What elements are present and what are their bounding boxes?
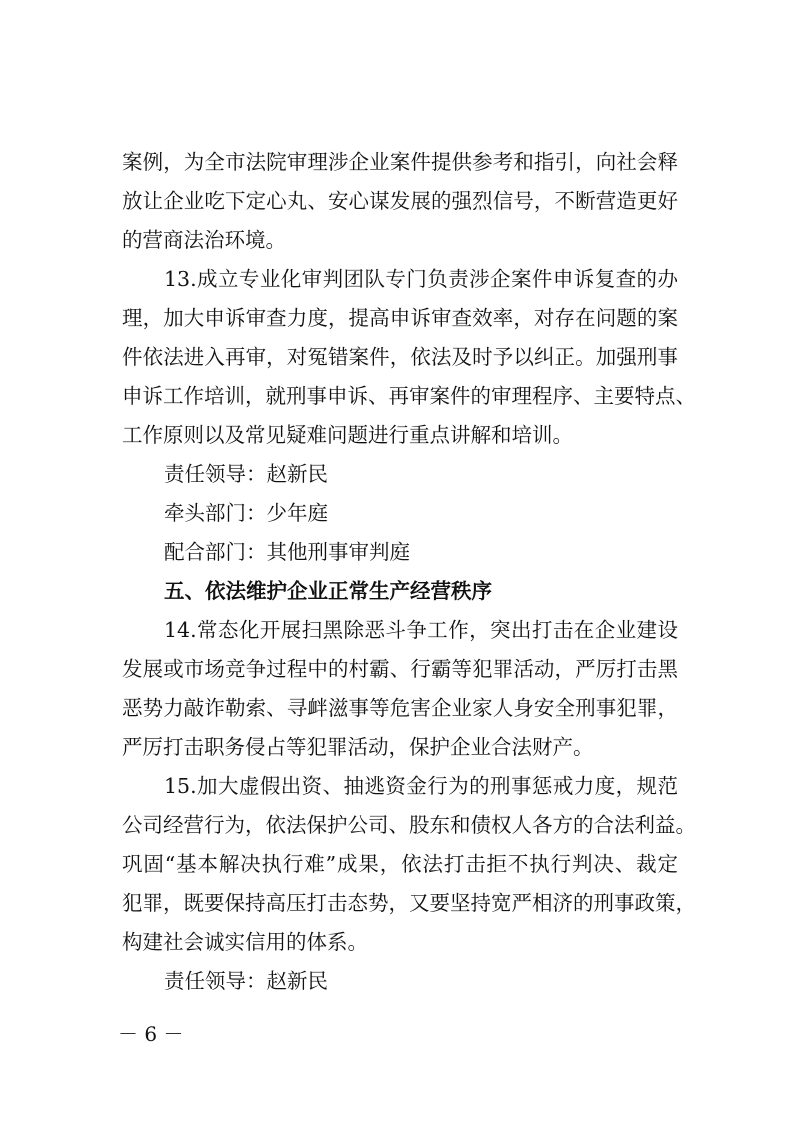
text-line: 案例，为全市法院审理涉企业案件提供参考和指引，向社会释 — [122, 150, 678, 174]
text-line: 发展或市场竞争过程中的村霸、行霸等犯罪活动，严厉打击黑 — [122, 657, 678, 681]
text-line: 13.成立专业化审判团队专门负责涉企案件申诉复查的办 — [164, 267, 678, 291]
responsible-leader: 责任领导：赵新民 — [164, 462, 328, 486]
text-line: 放让企业吃下定心丸、安心谋发展的强烈信号，不断营造更好 — [122, 189, 678, 213]
supporting-department: 配合部门：其他刑事审判庭 — [164, 540, 410, 564]
text-line: 严厉打击职务侵占等犯罪活动，保护企业合法财产。 — [122, 735, 594, 759]
text-line: 公司经营行为，依法保护公司、股东和债权人各方的合法利益。 — [122, 813, 696, 837]
page-number: － 6 － — [118, 1022, 184, 1046]
section-heading: 五、依法维护企业正常生产经营秩序 — [164, 579, 492, 603]
text-line: 巩固“基本解决执行难”成果，依法打击拒不执行判决、裁定 — [122, 852, 678, 876]
responsible-leader: 责任领导：赵新民 — [164, 969, 328, 993]
text-line: 14.常态化开展扫黑除恶斗争工作，突出打击在企业建设 — [164, 618, 678, 642]
text-line: 犯罪，既要保持高压打击态势，又要坚持宽严相济的刑事政策， — [122, 891, 696, 915]
text-line: 15.加大虚假出资、抽逃资金行为的刑事惩戒力度，规范 — [164, 774, 678, 798]
text-line: 件依法进入再审，对冤错案件，依法及时予以纠正。加强刑事 — [122, 345, 678, 369]
text-line: 工作原则以及常见疑难问题进行重点讲解和培训。 — [122, 423, 573, 447]
text-line: 恶势力敲诈勒索、寻衅滋事等危害企业家人身安全刑事犯罪， — [122, 696, 678, 720]
text-line: 的营商法治环境。 — [122, 228, 286, 252]
text-line: 申诉工作培训，就刑事申诉、再审案件的审理程序、主要特点、 — [122, 384, 696, 408]
text-line: 构建社会诚实信用的体系。 — [122, 930, 368, 954]
text-line: 理，加大申诉审查力度，提高申诉审查效率，对存在问题的案 — [122, 306, 678, 330]
lead-department: 牵头部门：少年庭 — [164, 501, 328, 525]
